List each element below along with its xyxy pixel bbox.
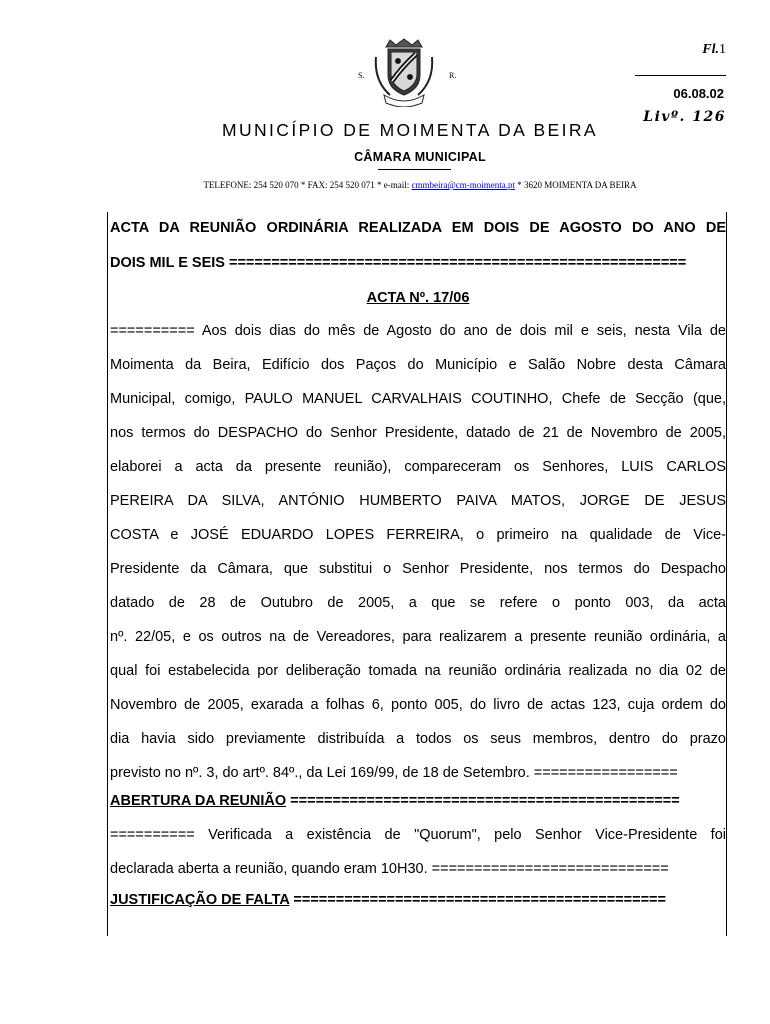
paragraph-line: nos termos do DESPACHO do Senhor Presidente, datado de 21 de Novembro de 2005, [110, 425, 726, 441]
contact-line [60, 180, 770, 190]
folio-number: 1 [719, 42, 726, 57]
contact-prefix: TELEFONE: 254 520 070 * FAX: 254 520 071 * e-mail: [203, 180, 412, 190]
paragraph-line: nº. 22/05, e os outros na de Vereadores, para realizarem a presente reunião ordinária, a [110, 629, 726, 645]
acta-number [110, 289, 726, 307]
paragraph-line: ========== Aos dois dias do mês de Agosto do ano de dois mil e seis, nesta Vila de [110, 323, 726, 339]
opening-line: declarada aberta a reunião, quando eram 10H30. ============================ [110, 861, 669, 877]
council-underline [378, 169, 451, 170]
municipal-crest-logo [372, 37, 436, 107]
title-line-1: ACTA DA REUNIÃO ORDINÁRIA REALIZADA EM DOIS DE AGOSTO DO ANO DE [110, 220, 726, 236]
email-link[interactable]: cmmbeira@cm-moimenta.pt [411, 180, 516, 190]
section-heading-absence-text: JUSTIFICAÇÃO DE FALTA [110, 892, 290, 908]
council-name: CÂMARA MUNICIPAL [354, 150, 486, 164]
section-heading-absence-fill: ============================================ [289, 892, 666, 908]
paragraph-line: PEREIRA DA SILVA, ANTÓNIO HUMBERTO PAIVA MATOS, JORGE DE JESUS [110, 493, 726, 509]
section-heading-opening-text: ABERTURA DA REUNIÃO [110, 793, 287, 809]
book-number: Livº. 126 [643, 109, 726, 125]
left-margin-rule [107, 212, 108, 936]
folio-reference [690, 42, 726, 58]
paragraph-line: qual foi estabelecida por deliberação tomada na reunião ordinária realizada no dia 02 de [110, 663, 726, 679]
municipality-name: MUNICÍPIO DE MOIMENTA DA BEIRA [221, 120, 599, 140]
paragraph-line: dia havia sido previamente distribuída a todos os seus membros, dentro do prazo [110, 731, 726, 747]
paragraph-line: datado de 28 de Outubro de 2005, a que se refere o ponto 003, da acta [110, 595, 726, 611]
paragraph-line: elaborei a acta da presente reunião), compareceram os Senhores, LUIS CARLOS [110, 459, 726, 475]
paragraph-line: Moimenta da Beira, Edifício dos Paços do Município e Salão Nobre desta Câmara [110, 357, 726, 373]
folio-underline [635, 75, 726, 76]
section-heading-absence [110, 891, 726, 909]
section-heading-opening [110, 792, 726, 810]
contact-suffix: * 3620 MOIMENTA DA BEIRA [515, 180, 637, 190]
right-margin-rule [726, 212, 727, 936]
paragraph-line: Novembro de 2005, exarada a folhas 6, ponto 005, do livro de actas 123, cuja ordem do [110, 697, 726, 713]
title-line-2: DOIS MIL E SEIS ====================================================== [110, 255, 687, 271]
opening-line: ========== Verificada a existência de "Quorum", pelo Senhor Vice-Presidente foi [110, 827, 726, 843]
crest-letter-left: S. [358, 71, 365, 80]
paragraph-line: previsto no nº. 3, do artº. 84º., da Lei 169/99, de 18 de Setembro. ================= [110, 765, 678, 781]
paragraph-line: Municipal, comigo, PAULO MANUEL CARVALHAIS COUTINHO, Chefe de Secção (que, [110, 391, 726, 407]
document-date: 06.08.02 [673, 86, 724, 101]
crest-letter-right: R. [449, 71, 457, 80]
section-heading-opening-fill: ============================================== [286, 793, 680, 809]
folio-label: Fl. [702, 42, 719, 57]
paragraph-line: COSTA e JOSÉ EDUARDO LOPES FERREIRA, o primeiro na qualidade de Vice- [110, 527, 726, 543]
acta-number-text: ACTA Nº. 17/06 [366, 290, 470, 306]
paragraph-line: Presidente da Câmara, que substitui o Senhor Presidente, nos termos do Despacho [110, 561, 726, 577]
